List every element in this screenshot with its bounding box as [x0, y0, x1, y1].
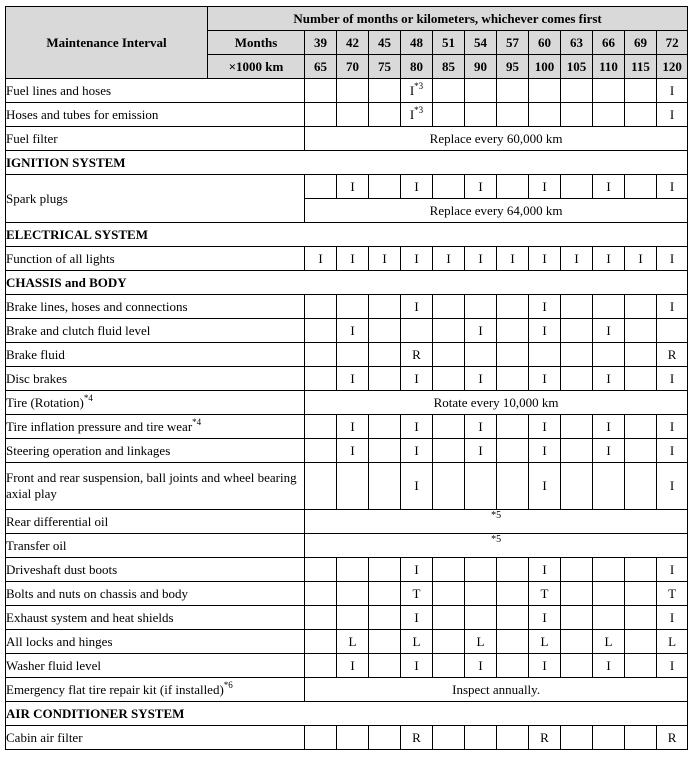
months-label: Months [208, 31, 305, 55]
schedule-cell: I [657, 367, 688, 391]
schedule-cell: I [657, 79, 688, 103]
schedule-cell [625, 415, 657, 439]
schedule-cell: I [401, 295, 433, 319]
schedule-cell [369, 582, 401, 606]
schedule-cell [305, 654, 337, 678]
schedule-cell [625, 295, 657, 319]
schedule-cell: I [657, 439, 688, 463]
schedule-cell [433, 582, 465, 606]
km-header: 75 [369, 55, 401, 79]
item-label: Steering operation and linkages [6, 439, 305, 463]
schedule-cell [593, 295, 625, 319]
item-label: Fuel filter [6, 127, 305, 151]
schedule-cell: I [401, 175, 433, 199]
schedule-cell [625, 606, 657, 630]
item-label: Bolts and nuts on chassis and body [6, 582, 305, 606]
schedule-cell [305, 582, 337, 606]
schedule-cell: T [657, 582, 688, 606]
schedule-cell: L [465, 630, 497, 654]
schedule-cell: I [465, 247, 497, 271]
schedule-cell [433, 79, 465, 103]
schedule-cell [529, 343, 561, 367]
schedule-cell [401, 319, 433, 343]
table-row [6, 343, 688, 367]
span-note: *5 [305, 510, 688, 534]
schedule-cell: I [337, 247, 369, 271]
table-row [6, 391, 688, 415]
schedule-cell: I [657, 463, 688, 510]
schedule-cell [529, 79, 561, 103]
schedule-cell [369, 295, 401, 319]
month-header: 72 [657, 31, 688, 55]
schedule-cell [305, 630, 337, 654]
item-label: Hoses and tubes for emission [6, 103, 305, 127]
section-row [6, 151, 688, 175]
schedule-cell [625, 367, 657, 391]
schedule-cell: I [593, 319, 625, 343]
schedule-cell [561, 79, 593, 103]
schedule-cell [497, 415, 529, 439]
schedule-cell [337, 558, 369, 582]
schedule-cell: I [657, 606, 688, 630]
schedule-cell [561, 606, 593, 630]
schedule-cell: I [401, 415, 433, 439]
table-row [6, 319, 688, 343]
item-label: Emergency flat tire repair kit (if installed)$^{*6}$ [6, 678, 305, 702]
section-title: IGNITION SYSTEM [6, 151, 688, 175]
schedule-cell: I [401, 367, 433, 391]
schedule-cell [593, 606, 625, 630]
section-row [6, 271, 688, 295]
span-note: Inspect annually. [305, 678, 688, 702]
schedule-cell: I [401, 654, 433, 678]
schedule-cell [465, 79, 497, 103]
table-row [6, 510, 688, 534]
schedule-cell [433, 558, 465, 582]
schedule-cell [465, 103, 497, 127]
schedule-cell [497, 726, 529, 750]
schedule-cell: T [401, 582, 433, 606]
km-header: 70 [337, 55, 369, 79]
schedule-cell [561, 558, 593, 582]
km-header: 65 [305, 55, 337, 79]
schedule-cell: I [369, 247, 401, 271]
schedule-cell: I [401, 247, 433, 271]
schedule-cell [497, 367, 529, 391]
item-label: Driveshaft dust boots [6, 558, 305, 582]
schedule-cell [369, 103, 401, 127]
schedule-cell [561, 463, 593, 510]
schedule-cell [305, 79, 337, 103]
schedule-cell [369, 367, 401, 391]
schedule-cell: I [497, 247, 529, 271]
schedule-cell [625, 103, 657, 127]
item-label: Front and rear suspension, ball joints and wheel bearing axial play [6, 463, 305, 510]
schedule-cell: I [657, 654, 688, 678]
schedule-cell: I [465, 654, 497, 678]
schedule-cell: I [529, 175, 561, 199]
schedule-cell: $I^{*3}$ [401, 103, 433, 127]
schedule-cell [369, 439, 401, 463]
schedule-cell [529, 103, 561, 127]
item-label: Function of all lights [6, 247, 305, 271]
schedule-cell: I [337, 439, 369, 463]
schedule-cell [337, 582, 369, 606]
schedule-cell [625, 582, 657, 606]
schedule-cell [369, 654, 401, 678]
top-header: Number of months or kilometers, whichever comes first [208, 7, 688, 31]
schedule-cell: I [337, 175, 369, 199]
schedule-cell [625, 319, 657, 343]
section-row [6, 223, 688, 247]
schedule-cell [561, 726, 593, 750]
month-header: 42 [337, 31, 369, 55]
schedule-cell [305, 415, 337, 439]
schedule-cell [625, 175, 657, 199]
item-label: Disc brakes [6, 367, 305, 391]
schedule-cell: I [657, 103, 688, 127]
maintenance-schedule-table [5, 6, 688, 750]
table-row [6, 678, 688, 702]
table-row [6, 558, 688, 582]
schedule-cell [593, 726, 625, 750]
table-row [6, 654, 688, 678]
table-row [6, 415, 688, 439]
item-label: Fuel lines and hoses [6, 79, 305, 103]
schedule-cell [657, 319, 688, 343]
footnote-ref: *6 [223, 679, 233, 690]
schedule-cell: I [529, 295, 561, 319]
schedule-cell [305, 439, 337, 463]
km-header: 85 [433, 55, 465, 79]
schedule-cell [369, 79, 401, 103]
schedule-cell [337, 343, 369, 367]
schedule-cell [625, 343, 657, 367]
schedule-cell: I [593, 654, 625, 678]
schedule-cell: T [529, 582, 561, 606]
km-header: 90 [465, 55, 497, 79]
item-label: Brake lines, hoses and connections [6, 295, 305, 319]
schedule-cell [625, 558, 657, 582]
month-header: 45 [369, 31, 401, 55]
schedule-cell [465, 606, 497, 630]
schedule-cell: I [401, 463, 433, 510]
schedule-cell [433, 175, 465, 199]
schedule-cell [433, 103, 465, 127]
schedule-cell [625, 79, 657, 103]
schedule-cell: I [401, 558, 433, 582]
schedule-cell [561, 415, 593, 439]
schedule-cell [433, 439, 465, 463]
schedule-cell: I [401, 439, 433, 463]
schedule-cell: I [657, 558, 688, 582]
month-header: 60 [529, 31, 561, 55]
schedule-cell [593, 79, 625, 103]
schedule-cell [497, 582, 529, 606]
schedule-cell [497, 630, 529, 654]
schedule-cell [433, 606, 465, 630]
schedule-cell [465, 582, 497, 606]
schedule-cell: I [433, 247, 465, 271]
schedule-cell [305, 343, 337, 367]
schedule-cell: I [401, 606, 433, 630]
schedule-cell: I [337, 367, 369, 391]
km-label: ×1000 km [208, 55, 305, 79]
schedule-cell: I [465, 439, 497, 463]
footnote-ref: *4 [83, 392, 93, 403]
schedule-cell: I [337, 415, 369, 439]
schedule-cell [497, 654, 529, 678]
month-header: 54 [465, 31, 497, 55]
schedule-cell [497, 439, 529, 463]
schedule-cell [497, 319, 529, 343]
month-header: 48 [401, 31, 433, 55]
interval-header: Maintenance Interval [6, 7, 208, 79]
schedule-cell [625, 630, 657, 654]
schedule-cell [305, 175, 337, 199]
schedule-cell: $I^{*3}$ [401, 79, 433, 103]
schedule-cell [625, 463, 657, 510]
schedule-cell: R [657, 726, 688, 750]
schedule-cell [561, 630, 593, 654]
section-row [6, 702, 688, 726]
item-label: Cabin air filter [6, 726, 305, 750]
table-row [6, 127, 688, 151]
span-note: *5 [305, 534, 688, 558]
schedule-cell [593, 343, 625, 367]
schedule-cell: L [337, 630, 369, 654]
schedule-cell [465, 295, 497, 319]
km-header: 110 [593, 55, 625, 79]
schedule-cell: L [657, 630, 688, 654]
item-label: Brake fluid [6, 343, 305, 367]
table-row [6, 439, 688, 463]
schedule-cell [561, 654, 593, 678]
schedule-cell [369, 726, 401, 750]
schedule-cell [497, 463, 529, 510]
item-label: Tire inflation pressure and tire wear$^{*4}$ [6, 415, 305, 439]
table-row [6, 79, 688, 103]
schedule-cell [593, 103, 625, 127]
schedule-cell [305, 463, 337, 510]
schedule-cell [337, 726, 369, 750]
footnote-ref: *4 [192, 416, 202, 427]
schedule-cell [497, 79, 529, 103]
schedule-cell [305, 726, 337, 750]
item-label: All locks and hinges [6, 630, 305, 654]
section-title: CHASSIS and BODY [6, 271, 688, 295]
schedule-cell [337, 463, 369, 510]
section-title: ELECTRICAL SYSTEM [6, 223, 688, 247]
km-header: 105 [561, 55, 593, 79]
schedule-cell: I [529, 606, 561, 630]
schedule-cell [433, 463, 465, 510]
schedule-cell: R [529, 726, 561, 750]
schedule-cell: R [401, 343, 433, 367]
schedule-cell [433, 295, 465, 319]
item-label: Exhaust system and heat shields [6, 606, 305, 630]
month-header: 69 [625, 31, 657, 55]
schedule-cell: I [337, 319, 369, 343]
schedule-cell [465, 463, 497, 510]
schedule-cell [465, 726, 497, 750]
schedule-cell [497, 343, 529, 367]
schedule-cell [369, 463, 401, 510]
span-note: Rotate every 10,000 km [305, 391, 688, 415]
month-header: 51 [433, 31, 465, 55]
schedule-cell [561, 367, 593, 391]
schedule-cell [593, 582, 625, 606]
schedule-cell [337, 606, 369, 630]
table-row [6, 295, 688, 319]
item-label: Rear differential oil [6, 510, 305, 534]
schedule-cell: I [465, 319, 497, 343]
schedule-cell [497, 175, 529, 199]
month-header: 63 [561, 31, 593, 55]
schedule-cell: I [529, 463, 561, 510]
table-row [6, 726, 688, 750]
table-row [6, 534, 688, 558]
schedule-cell [337, 79, 369, 103]
item-label: Tire (Rotation)$^{*4}$ [6, 391, 305, 415]
schedule-cell [433, 726, 465, 750]
schedule-cell [369, 343, 401, 367]
schedule-cell [369, 415, 401, 439]
schedule-cell: I [529, 439, 561, 463]
table-row [6, 367, 688, 391]
schedule-cell: I [657, 175, 688, 199]
table-row [6, 606, 688, 630]
schedule-cell [625, 654, 657, 678]
schedule-cell [305, 319, 337, 343]
schedule-cell [433, 415, 465, 439]
schedule-cell [305, 558, 337, 582]
schedule-cell [433, 630, 465, 654]
schedule-cell: I [337, 654, 369, 678]
schedule-cell: I [657, 247, 688, 271]
schedule-cell: I [593, 415, 625, 439]
schedule-cell [497, 103, 529, 127]
schedule-cell: I [657, 295, 688, 319]
schedule-cell: I [529, 415, 561, 439]
schedule-cell [561, 343, 593, 367]
schedule-cell [305, 103, 337, 127]
section-title: AIR CONDITIONER SYSTEM [6, 702, 688, 726]
km-header: 80 [401, 55, 433, 79]
schedule-cell [433, 343, 465, 367]
item-label: Washer fluid level [6, 654, 305, 678]
schedule-cell [337, 295, 369, 319]
schedule-cell: R [401, 726, 433, 750]
schedule-cell: I [529, 247, 561, 271]
schedule-cell: I [593, 247, 625, 271]
month-header: 39 [305, 31, 337, 55]
schedule-cell [369, 319, 401, 343]
schedule-cell [497, 295, 529, 319]
schedule-cell: I [593, 367, 625, 391]
schedule-cell [465, 343, 497, 367]
schedule-cell: R [657, 343, 688, 367]
schedule-cell [305, 367, 337, 391]
schedule-cell [305, 606, 337, 630]
schedule-cell: I [305, 247, 337, 271]
month-header: 66 [593, 31, 625, 55]
schedule-cell [497, 558, 529, 582]
schedule-cell: I [593, 439, 625, 463]
table-row [6, 463, 688, 510]
schedule-cell: I [529, 558, 561, 582]
schedule-cell: L [401, 630, 433, 654]
km-header: 95 [497, 55, 529, 79]
schedule-cell [369, 606, 401, 630]
schedule-cell [433, 367, 465, 391]
schedule-cell: I [465, 415, 497, 439]
table-row [6, 103, 688, 127]
schedule-cell [561, 319, 593, 343]
schedule-cell [561, 295, 593, 319]
schedule-cell [369, 558, 401, 582]
schedule-cell [593, 558, 625, 582]
schedule-cell: I [465, 175, 497, 199]
replace-note: Replace every 64,000 km [305, 199, 688, 223]
schedule-cell: I [529, 319, 561, 343]
table-row [6, 582, 688, 606]
schedule-cell: I [529, 654, 561, 678]
schedule-cell: I [657, 415, 688, 439]
km-header: 100 [529, 55, 561, 79]
month-header: 57 [497, 31, 529, 55]
item-label: Transfer oil [6, 534, 305, 558]
item-label: Brake and clutch fluid level [6, 319, 305, 343]
schedule-cell [433, 319, 465, 343]
schedule-cell [561, 103, 593, 127]
schedule-cell: L [529, 630, 561, 654]
schedule-cell [369, 630, 401, 654]
schedule-cell [433, 654, 465, 678]
schedule-cell: I [561, 247, 593, 271]
schedule-cell [625, 726, 657, 750]
schedule-cell [465, 558, 497, 582]
schedule-cell [561, 439, 593, 463]
table-row [6, 630, 688, 654]
schedule-cell [561, 582, 593, 606]
table-row [6, 247, 688, 271]
schedule-cell [561, 175, 593, 199]
table-row [6, 175, 688, 199]
schedule-cell: I [625, 247, 657, 271]
schedule-cell [625, 439, 657, 463]
schedule-cell [337, 103, 369, 127]
km-header: 115 [625, 55, 657, 79]
schedule-cell: I [465, 367, 497, 391]
schedule-cell [497, 606, 529, 630]
schedule-cell [369, 175, 401, 199]
span-note: Replace every 60,000 km [305, 127, 688, 151]
schedule-cell: I [593, 175, 625, 199]
schedule-cell: I [529, 367, 561, 391]
schedule-cell [593, 463, 625, 510]
schedule-cell [305, 295, 337, 319]
schedule-cell: L [593, 630, 625, 654]
km-header: 120 [657, 55, 688, 79]
item-label: Spark plugs [6, 175, 305, 223]
